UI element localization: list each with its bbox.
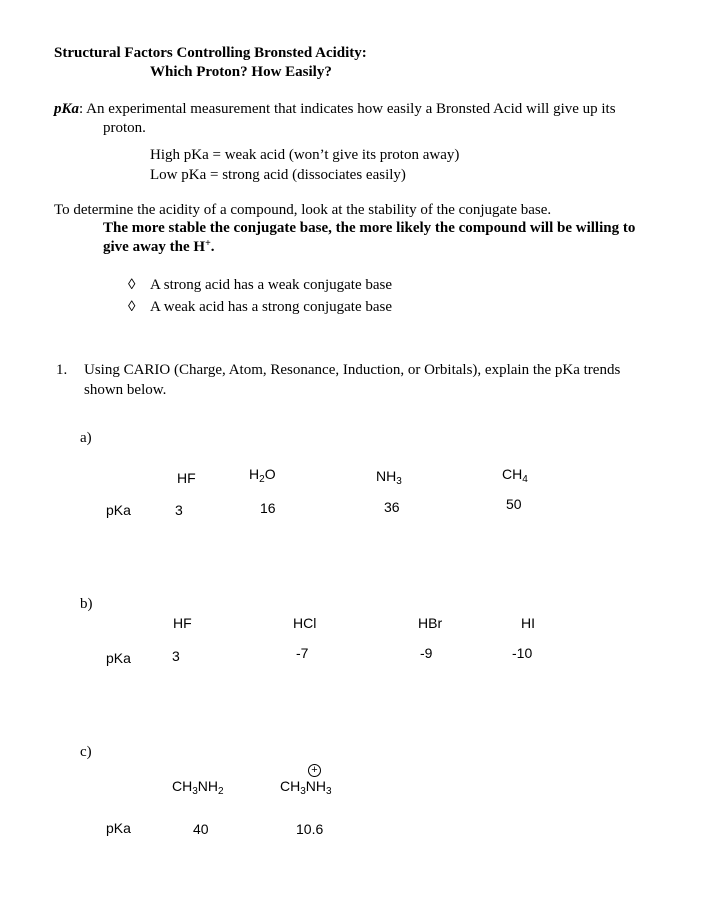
conjugate-rule-period: . bbox=[210, 239, 215, 255]
bullet-icon: ◊ bbox=[128, 277, 136, 293]
pka-colon: : bbox=[79, 101, 84, 117]
part-c-pka-label: pKa bbox=[106, 820, 131, 836]
title-line-1: Structural Factors Controlling Bronsted Acidity: bbox=[54, 45, 367, 61]
question-line-1: Using CARIO (Charge, Atom, Resonance, Induction, or Orbitals), explain the pKa trends bbox=[84, 362, 621, 378]
part-b-label: b) bbox=[80, 596, 93, 612]
part-a-pka-label: pKa bbox=[106, 502, 131, 518]
formula-text: CH bbox=[502, 466, 523, 482]
part-a-label: a) bbox=[80, 430, 92, 446]
compound-h2o bbox=[249, 466, 276, 483]
pka-value: 40 bbox=[193, 821, 209, 837]
pka-definition-text: An experimental measurement that indicates how easily a Bronsted Acid will give up its bbox=[83, 101, 616, 117]
bullet-strong-acid: A strong acid has a weak conjugate base bbox=[150, 277, 392, 293]
pka-value: -7 bbox=[296, 645, 309, 661]
formula-subscript: 3 bbox=[300, 786, 306, 797]
pka-value: 50 bbox=[506, 496, 522, 512]
compound-hi: HI bbox=[521, 615, 535, 631]
pka-definition bbox=[54, 100, 616, 118]
formula-subscript: 4 bbox=[522, 474, 528, 485]
pka-value: -9 bbox=[420, 645, 433, 661]
conjugate-rule-line-2 bbox=[103, 238, 215, 256]
pka-value: 16 bbox=[260, 500, 276, 516]
proton-charge: + bbox=[205, 238, 211, 249]
low-pka-note: Low pKa = strong acid (dissociates easily) bbox=[150, 167, 406, 183]
pka-value: 3 bbox=[172, 648, 180, 664]
conjugate-intro: To determine the acidity of a compound, look at the stability of the conjugate base. bbox=[54, 202, 552, 218]
formula-subscript: 3 bbox=[192, 786, 198, 797]
conjugate-rule-text: give away the H bbox=[103, 239, 206, 255]
high-pka-note: High pKa = weak acid (won’t give its proton away) bbox=[150, 147, 460, 163]
pka-value: 3 bbox=[175, 502, 183, 518]
formula-text: NH bbox=[376, 468, 397, 484]
bullet-icon: ◊ bbox=[128, 299, 136, 315]
compound-methylamine bbox=[172, 778, 224, 795]
formula-subscript: 3 bbox=[396, 476, 402, 487]
formula-text: CH bbox=[172, 778, 193, 794]
formula-text: H bbox=[249, 466, 260, 482]
formula-subscript: 3 bbox=[326, 786, 332, 797]
bullet-weak-acid: A weak acid has a strong conjugate base bbox=[150, 299, 392, 315]
compound-ch4 bbox=[502, 466, 528, 483]
part-b-pka-label: pKa bbox=[106, 650, 131, 666]
pka-value: 36 bbox=[384, 499, 400, 515]
pka-value: -10 bbox=[512, 645, 533, 661]
question-number: 1. bbox=[56, 362, 68, 378]
conjugate-rule-line-1: The more stable the conjugate base, the more likely the compound will be willing to bbox=[103, 220, 636, 236]
pka-value: 10.6 bbox=[296, 821, 324, 837]
positive-charge-icon: + bbox=[308, 764, 321, 777]
compound-nh3 bbox=[376, 468, 402, 485]
pka-definition-continued: proton. bbox=[103, 120, 146, 136]
formula-text: NH bbox=[305, 778, 327, 794]
part-c-label: c) bbox=[80, 744, 92, 760]
compound-methylammonium bbox=[280, 778, 332, 795]
compound-hf: HF bbox=[173, 615, 192, 631]
formula-text: O bbox=[264, 466, 276, 482]
formula-text: CH bbox=[280, 778, 301, 794]
formula-subscript: 2 bbox=[218, 786, 224, 797]
compound-hf bbox=[177, 470, 196, 487]
pka-term: pKa bbox=[54, 101, 80, 117]
compound-hbr: HBr bbox=[418, 615, 443, 631]
formula-text: HF bbox=[177, 470, 196, 486]
compound-hcl: HCl bbox=[293, 615, 317, 631]
formula-subscript: 2 bbox=[259, 474, 265, 485]
title-line-2: Which Proton? How Easily? bbox=[150, 64, 332, 80]
question-line-2: shown below. bbox=[84, 382, 167, 398]
formula-text: NH bbox=[197, 778, 219, 794]
